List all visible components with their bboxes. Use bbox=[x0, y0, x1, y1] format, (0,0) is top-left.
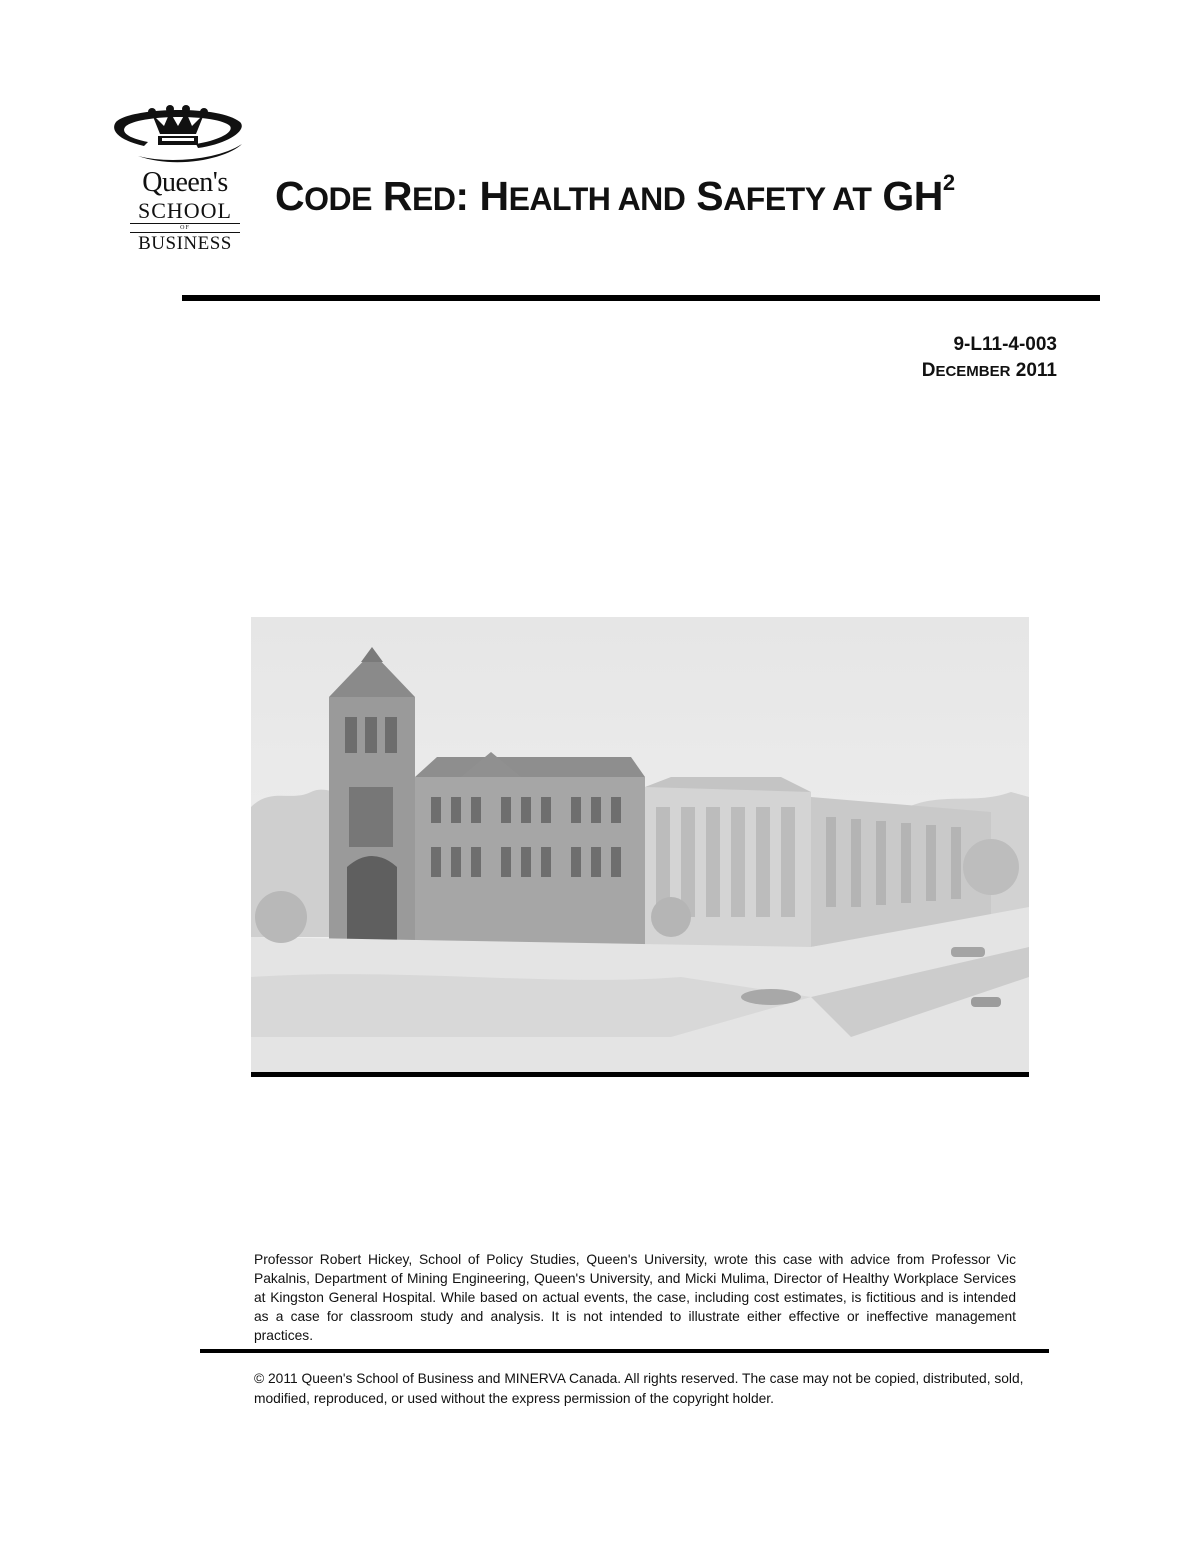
date-rest: ECEMBER bbox=[935, 363, 1011, 380]
document-title bbox=[275, 168, 1155, 227]
case-date bbox=[922, 358, 1057, 385]
logo-business-text: BUSINESS bbox=[138, 233, 232, 254]
image-rule bbox=[251, 1072, 1029, 1077]
authorship-disclaimer: Professor Robert Hickey, School of Policy Studies, Queen's University, wrote this case with advice from Professor Vic Pakalnis, Department of Mining Engineering, Queen's University, and Micki Mulima, Director of Healthy Workplace Services at Kingston General Hospital. While based on actual events, the case, including cost estimates, is fictitious and is intended as a case for classroom study and analysis. It is not intended to illustrate either effective or ineffective management practices. bbox=[254, 1252, 1016, 1343]
footer-rule bbox=[200, 1349, 1049, 1353]
date-year: 2011 bbox=[1015, 360, 1057, 381]
logo-queens-text: Queen's bbox=[142, 167, 228, 198]
copyright-notice: © 2011 Queen's School of Business and MINERVA Canada. All rights reserved. The case may not be copied, distributed, sold, modified, reproduced, or used without the express permission of the copyright holder. bbox=[254, 1371, 1024, 1406]
title-c2-rest: ED bbox=[411, 181, 456, 217]
building-illustration bbox=[251, 617, 1029, 1073]
title-c1: C bbox=[275, 173, 305, 219]
hospital-building-image bbox=[251, 617, 1029, 1073]
title-c1-rest: ODE bbox=[304, 181, 372, 217]
title-sep: : bbox=[455, 173, 480, 219]
title-gh: GH bbox=[882, 173, 943, 219]
logo-school-text: SCHOOL bbox=[137, 198, 232, 223]
title-c3: H bbox=[479, 173, 509, 219]
title-c3-rest: EALTH AND bbox=[508, 181, 686, 217]
queens-school-of-business-logo bbox=[108, 100, 248, 265]
title-c4-rest: AFETY AT bbox=[723, 181, 872, 217]
crown-icon bbox=[108, 100, 248, 170]
case-code: 9-L11-4-003 bbox=[953, 334, 1057, 355]
title-rule bbox=[182, 295, 1100, 301]
title-c2: R bbox=[382, 173, 412, 219]
title-superscript: 2 bbox=[942, 170, 955, 195]
logo-of-text: OF bbox=[130, 223, 240, 233]
title-c4: S bbox=[696, 173, 724, 219]
date-initial: D bbox=[921, 360, 936, 381]
